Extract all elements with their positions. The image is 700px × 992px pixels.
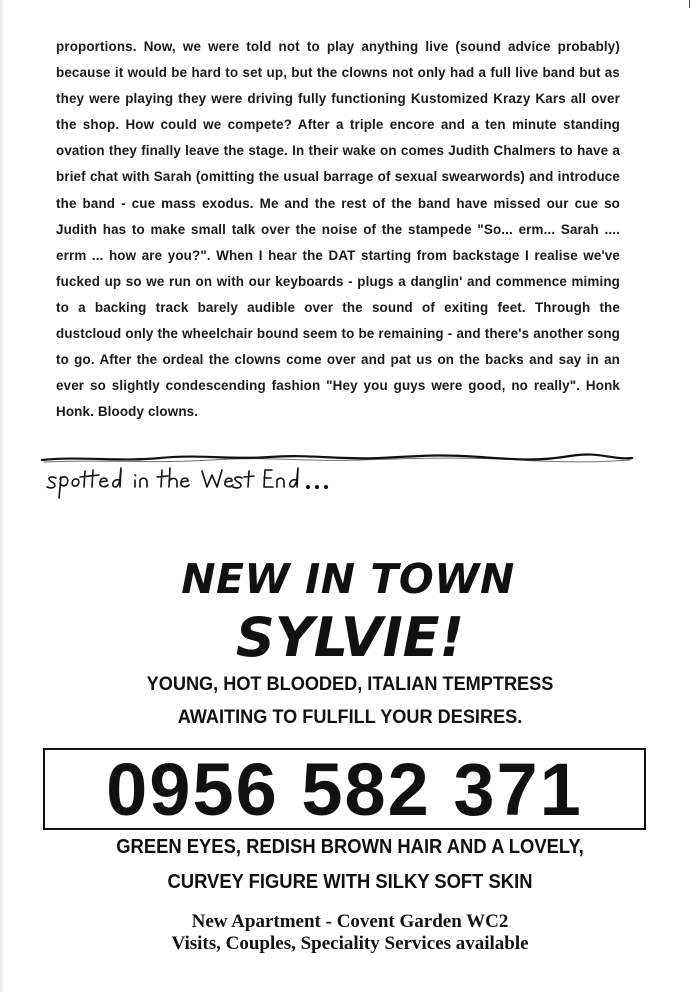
advert-venue-line-2: Visits, Couples, Speciality Services available bbox=[171, 933, 529, 954]
advert-headline: NEW IN TOWN bbox=[181, 555, 515, 603]
advert-venue-line-1: New Apartment - Covent Garden WC2 bbox=[191, 911, 509, 932]
corner-crop-mark bbox=[689, 0, 690, 8]
advert-description-line-1: GREEN EYES, REDISH BROWN HAIR AND A LOVELY, bbox=[116, 836, 584, 858]
article-body bbox=[56, 34, 620, 425]
phone-number-box bbox=[43, 748, 646, 830]
page-edge-shadow bbox=[0, 0, 4, 992]
article-paragraph: proportions. Now, we were told not to play anything live (sound advice probably) because it would be hard to set up, but the clowns not only had a full live band but as they were playing they were driving fully functioning Kustomized Krazy Kars all over the shop. How could we compete? After a triple encore and a ten minute standing ovation they finally leave the stage. In their wake on comes Judith Chalmers to have a brief chat with Sarah (omitting the usual barrage of sexual swearwords) and introduce the band - cue mass exodus. Me and the rest of the band have missed our cue so Judith has to make small talk over the noise of the stampede "So... erm... Sarah .... errm ... how are you?". When I hear the DAT starting from backstage I realise we've fucked up so we run on with our keyboards - plugs a danglin' and commence miming to a backing track barely audible over the sound of exiting feet. Through the dustcloud only the wheelchair bound seem to be remaining - and there's another song to go. After the ordeal the clowns come over and pat us on the backs and say in an ever so slightly condescending fashion "Hey you guys were good, no really". Honk Honk. Bloody clowns. bbox=[56, 39, 620, 420]
advert-tagline-line-1: YOUNG, HOT BLOODED, ITALIAN TEMPTRESS bbox=[146, 673, 554, 695]
advert-name: SYLVIE! bbox=[235, 606, 465, 669]
advert-description-line-2: CURVEY FIGURE WITH SILKY SOFT SKIN bbox=[167, 871, 533, 893]
advert-tagline-line-2: AWAITING TO FULFILL YOUR DESIRES. bbox=[177, 706, 523, 728]
phone-number: 0956 582 371 bbox=[106, 748, 583, 831]
handwritten-note bbox=[44, 462, 344, 502]
